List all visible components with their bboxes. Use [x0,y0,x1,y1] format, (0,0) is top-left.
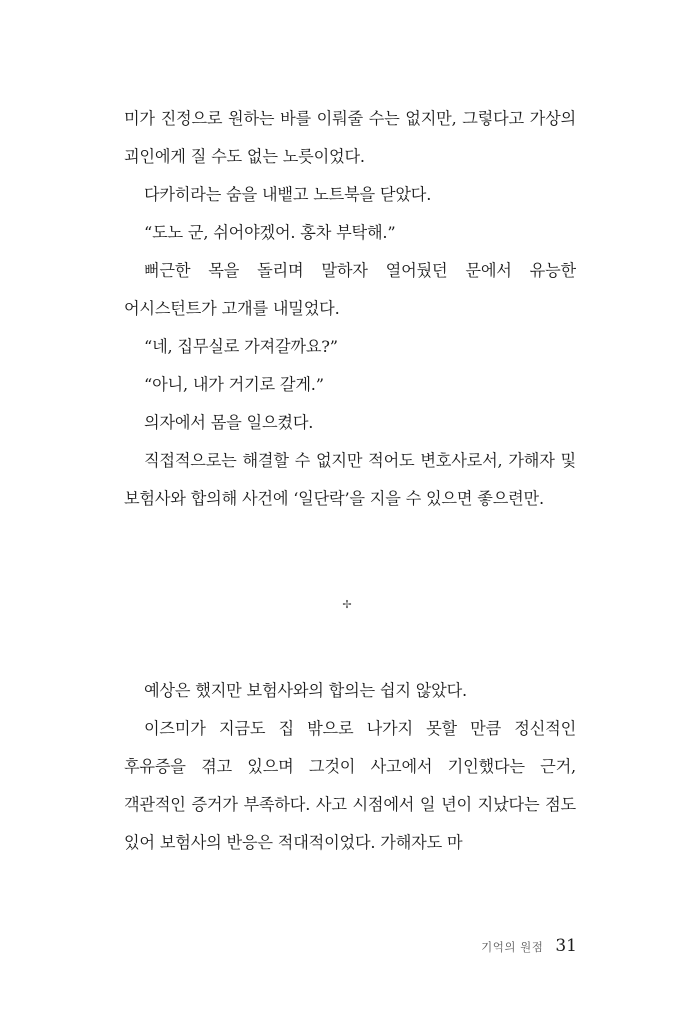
paragraph: 이즈미가 지금도 집 밖으로 나가지 못할 만큼 정신적인 후유증을 겪고 있으며 그것이 사고에서 기인했다는 근거, 객관적인 증거가 부족하다. 사고 시점에서 일 년이 지났다는 점도 있어 보험사의 반응은 적대적이었다. 가해자도 마 [124,719,576,852]
page-number: 31 [555,936,577,956]
paragraph: 미가 진정으로 원하는 바를 이뤄줄 수는 없지만, 그렇다고 가상의 괴인에게 질 수도 없는 노릇이었다. [124,109,576,166]
paragraph: 의자에서 몸을 일으켰다. [144,413,314,432]
paragraph: 뻐근한 목을 돌리며 말하자 열어뒀던 문에서 유능한 어시스턴트가 고개를 내밀었다. [124,261,576,318]
paragraph: “네, 집무실로 가져갈까요?” [144,337,338,356]
body-text-section-one [124,100,576,518]
paragraph: 다카히라는 숨을 내뱉고 노트북을 닫았다. [144,185,432,204]
paragraph: “도노 군, 쉬어야겠어. 홍차 부탁해.” [144,223,396,242]
paragraph: “아니, 내가 거기로 갈게.” [144,375,324,394]
section-divider-ornament: ✢ [342,598,353,611]
paragraph: 직접적으로는 해결할 수 없지만 적어도 변호사로서, 가해자 및 보험사와 합의해 사건에 ‘일단락’을 지을 수 있으면 좋으련만. [124,451,576,508]
body-text-section-two [124,672,576,862]
paragraph: 예상은 했지만 보험사와의 합의는 쉽지 않았다. [144,681,467,700]
running-title: 기억의 원점 [481,940,544,954]
page-footer [124,936,577,956]
